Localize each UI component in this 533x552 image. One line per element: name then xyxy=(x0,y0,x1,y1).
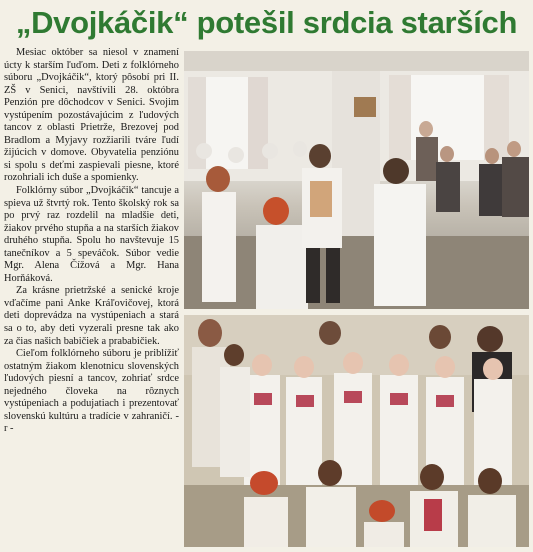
headline: „Dvojkáčik“ potešil srdcia starších xyxy=(15,5,518,40)
paragraph-2: Folklórny súbor „Dvojkáčik“ tancuje a spieva už štvrtý rok. Tento školský rok sa po prvý raz rozdelil na mladšie deti, žiakov prvého stupňa a na starších žiakov druhého stupňa. Spolu ho navštevuje 15 tanečníkov a 5 speváčok. Súbor vedie Mgr. Alena Čížová a Mgr. Hana Horňáková. xyxy=(4,185,179,284)
photo-performance xyxy=(184,51,529,309)
article-body xyxy=(4,47,179,436)
photo-group-portrait xyxy=(184,315,529,547)
paragraph-4-text: Cieľom folklórneho súboru je priblížiť ostatným žiakom klenotnicu slovenských ľudových piesní a tancov, zohriať srdce nejedného človeka na rôznych vystúpeniach a podujatiach i prezentovať slovenskú kultúru a tradície v zahraničí. xyxy=(4,348,179,422)
author-signature: - r - xyxy=(4,410,179,435)
paragraph-3: Za krásne prietržské a senické kroje vďačíme pani Anke Kráľovičovej, ktorá deti doprevádza na vystúpeniach a stará sa o to, aby deti vyzerali presne tak ako za čias našich babičiek a prababičiek. xyxy=(4,285,179,347)
paragraph-4 xyxy=(4,348,179,436)
photo-group-portrait-image xyxy=(184,315,529,547)
photo-performance-image xyxy=(184,51,529,309)
paragraph-1: Mesiac október sa niesol v znamení úcty k starším ľuďom. Deti z folklórneho súboru „Dvojkáčik“, ktorý pôsobí pri II. ZŠ v Senici, navštívili 28. októbra Penzión pre dôchodcov v Senici. Svojim vystúpením pozostávajúcim z ľudových tancov z oblasti Prietrže, Brezovej pod Bradlom a Myjavy rozžiarili tváre ľudí žijúcich v domove. Obyvatelia penziónu si spolu s deťmi zaspievali piesne, ktoré rozohriali ich duše a spomienky. xyxy=(4,47,179,184)
